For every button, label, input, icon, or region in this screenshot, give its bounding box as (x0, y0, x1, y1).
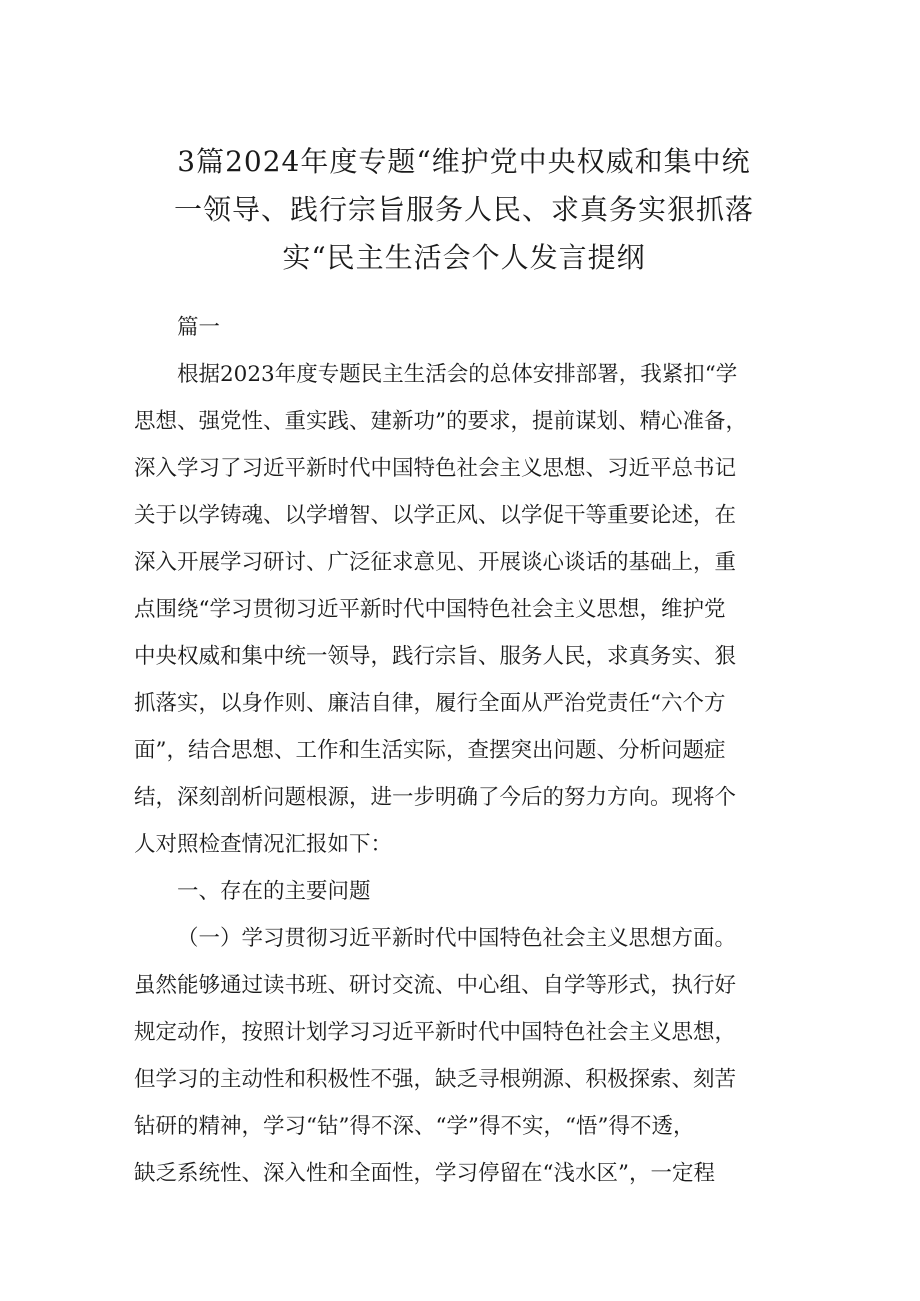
text-line: 规定动作，按照计划学习习近平新时代中国特色社会主义思想， (134, 1020, 737, 1045)
text-line: 深入学习了习近平新时代中国特色社会主义思想、习近平总书记 (134, 456, 737, 481)
text-line: 中央权威和集中统一领导，践行宗旨、服务人民，求真务实、狠 (134, 644, 737, 669)
section-label: 篇一 (177, 315, 221, 340)
title-line: 实“民主生活会个人发言提纲 (282, 241, 646, 274)
text-line: 点围绕“学习贯彻习近平新时代中国特色社会主义思想，维护党 (134, 597, 726, 622)
text-line: 关于以学铸魂、以学增智、以学正风、以学促干等重要论述，在 (134, 503, 737, 528)
document-title (134, 138, 794, 282)
text-line: 面”，结合思想、工作和生活实际，查摆突出问题、分析问题症 (134, 738, 726, 763)
title-line: 一领导、践行宗旨服务人民、求真务实狠抓落 (173, 193, 754, 226)
text-line: 但学习的主动性和积极性不强，缺乏寻根朔源、积极探索、刻苦 (134, 1067, 737, 1092)
text-line: （一）学习贯彻习近平新时代中国特色社会主义思想方面。 (177, 926, 737, 951)
subsection-paragraph (134, 915, 794, 1197)
intro-paragraph (134, 351, 794, 868)
text-line: 深入开展学习研讨、广泛征求意见、开展谈心谈话的基础上，重 (134, 550, 737, 575)
text-line: 抓落实，以身作则、廉洁自律，履行全面从严治党责任“六个方 (134, 691, 726, 716)
text-line: 虽然能够通过读书班、研讨交流、中心组、自学等形式，执行好 (134, 973, 737, 998)
section-heading: 一、存在的主要问题 (177, 879, 371, 904)
title-line: 3篇2024年度专题“维护党中央权威和集中统 (177, 145, 751, 178)
text-line: 缺乏系统性、深入性和全面性，学习停留在“浅水区”，一定程 (134, 1161, 715, 1186)
text-line: 根据2023年度专题民主生活会的总体安排部署，我紧扣“学 (177, 362, 738, 387)
text-line: 结，深刻剖析问题根源，进一步明确了今后的努力方向。现将个 (134, 785, 737, 810)
text-line: 人对照检查情况汇报如下： (134, 832, 393, 857)
text-line: 钻研的精神，学习“钻”得不深、“学”得不实，“悟”得不透， (134, 1114, 695, 1139)
document-body (134, 304, 794, 1197)
text-line: 思想、强党性、重实践、建新功”的要求，提前谋划、精心准备， (134, 409, 747, 434)
